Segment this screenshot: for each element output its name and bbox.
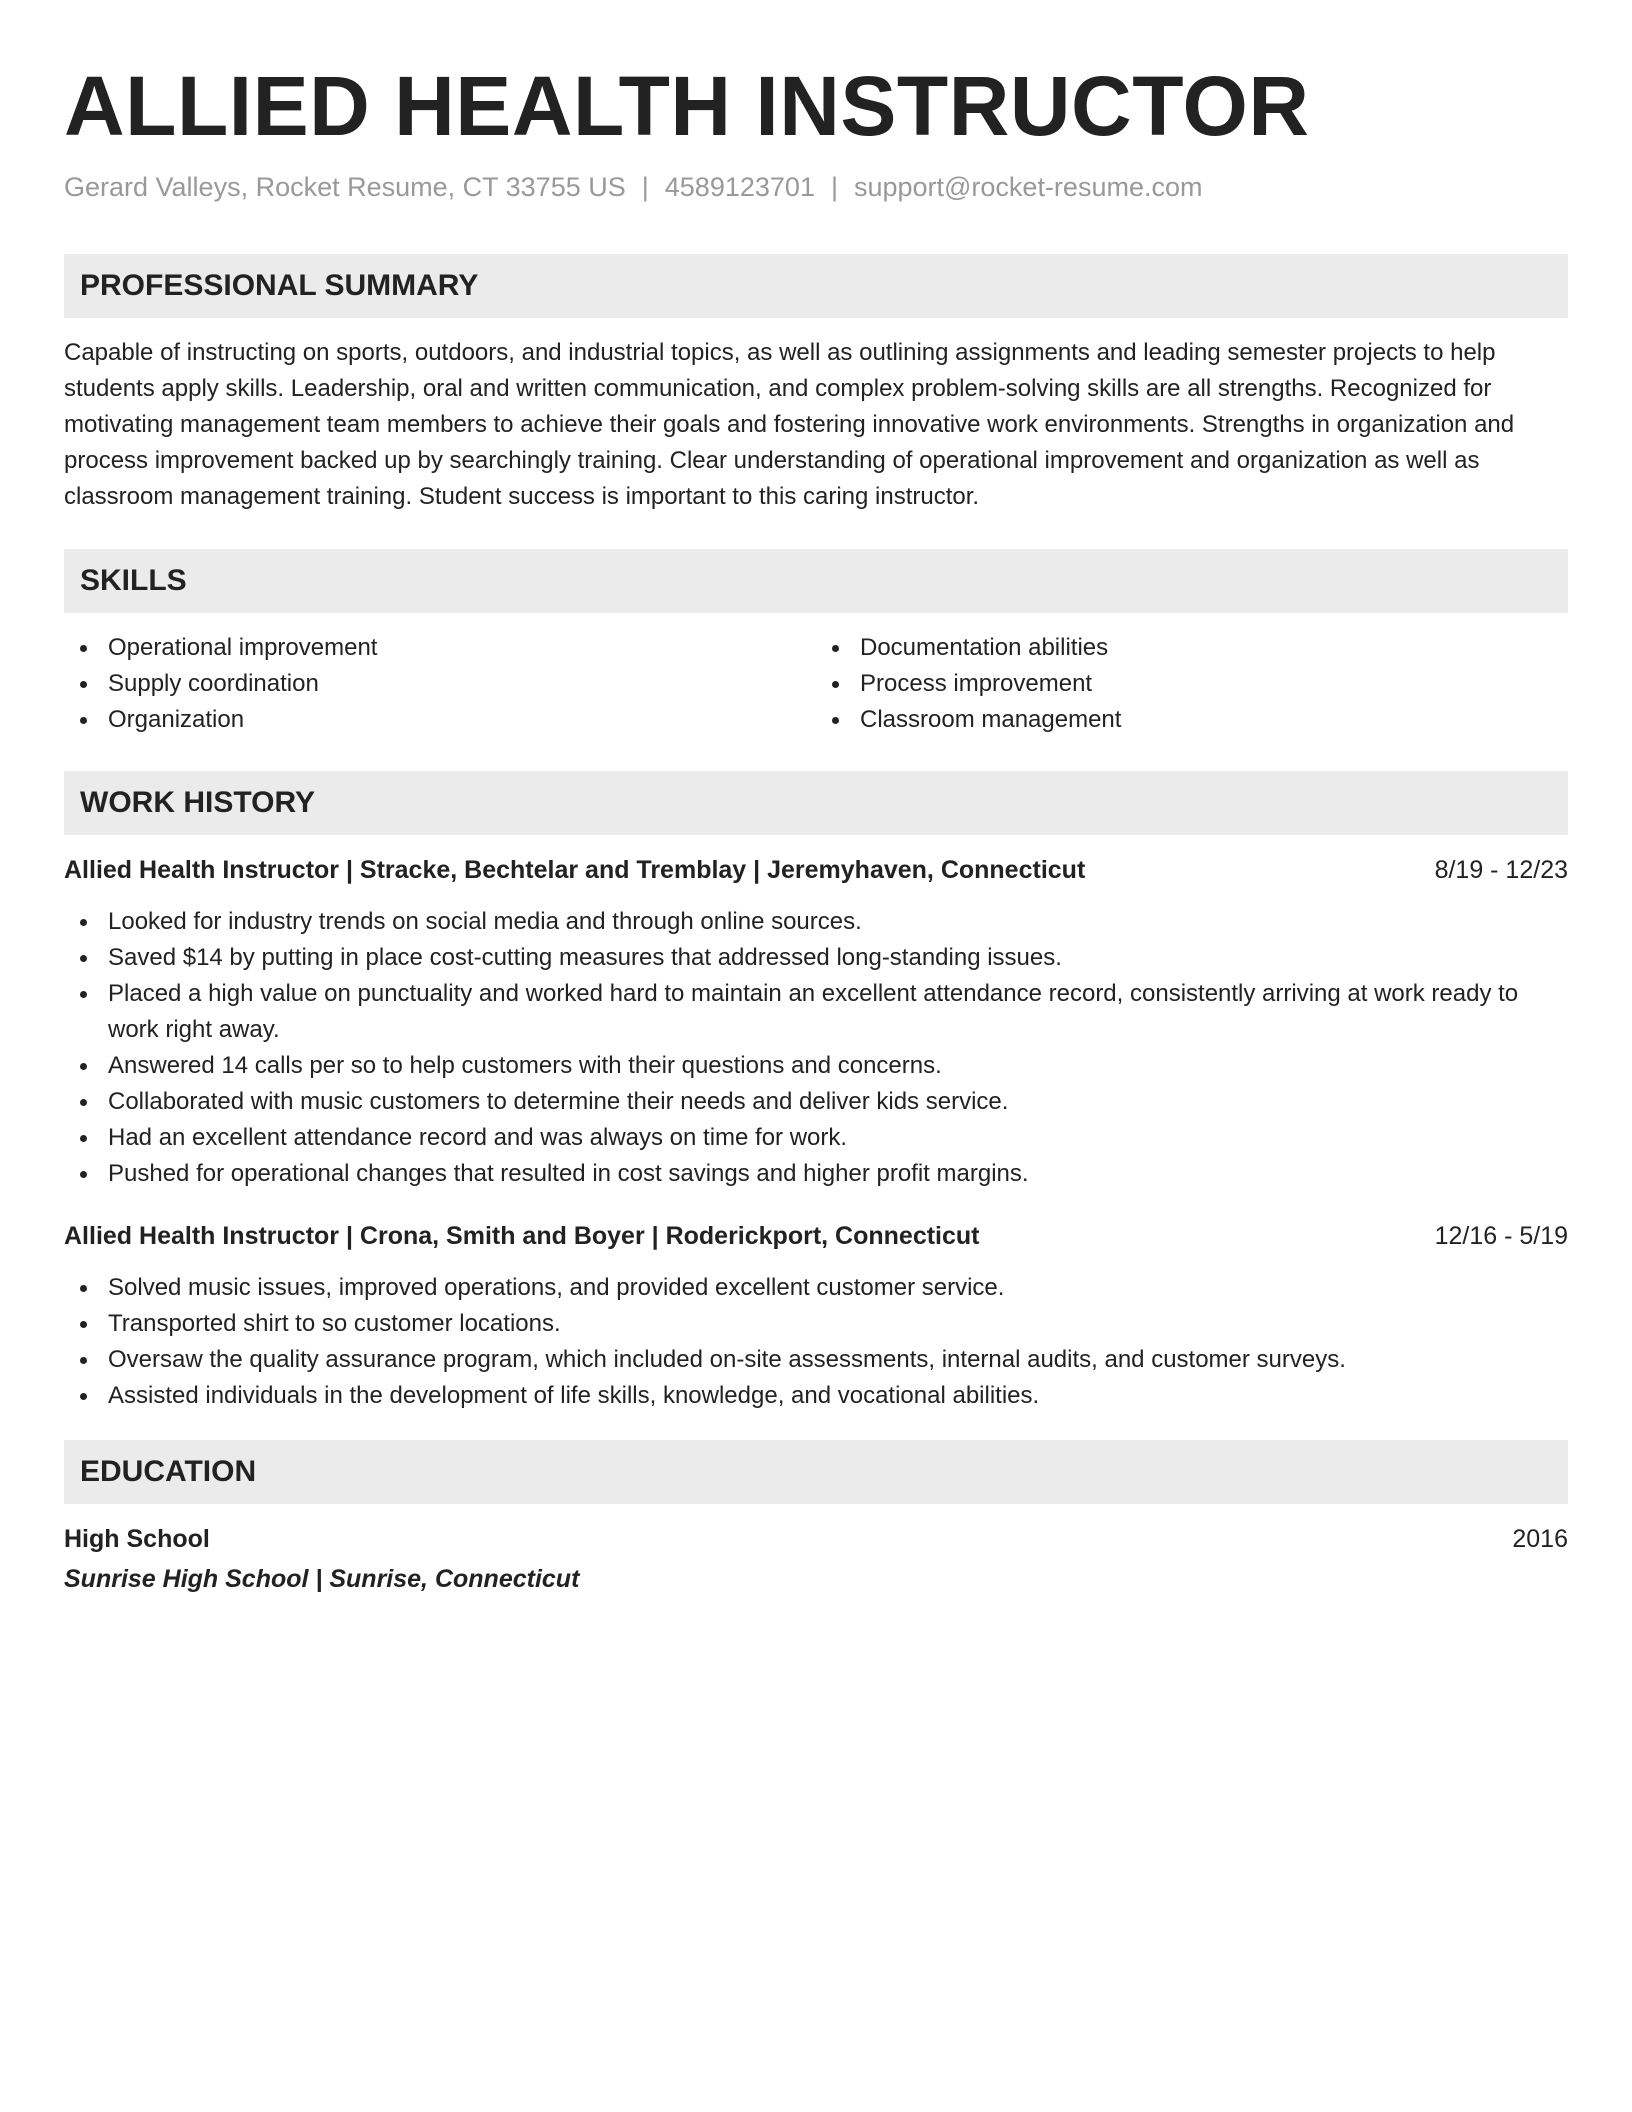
bullet-icon [80,1099,87,1106]
job-bullet-text: Answered 14 calls per so to help customers with their questions and concerns. [108,1052,942,1079]
bullet-icon [832,717,839,724]
section-header-work-history: WORK HISTORY [64,771,1568,835]
skill-item [64,630,816,666]
bullet-icon [80,717,87,724]
skill-item [816,702,1568,738]
contact-line [64,168,1568,206]
skills-column-right [816,630,1568,738]
job-bullet [64,1378,1568,1414]
job-bullet [64,1120,1568,1156]
education-entry [64,1521,1568,1597]
job-bullet [64,1156,1568,1192]
job-bullet-text: Looked for industry trends on social media and through online sources. [108,908,862,935]
skill-item [816,630,1568,666]
job-title-row [64,1218,1568,1254]
contact-address: Gerard Valleys, Rocket Resume, CT 33755 US [64,172,626,202]
contact-phone: 4589123701 [664,172,815,202]
skill-label: Documentation abilities [860,634,1109,661]
bullet-icon [80,681,87,688]
bullet-icon [80,645,87,652]
education-degree: High School [64,1525,210,1553]
job-bullet-text: Transported shirt to so customer locations. [108,1310,561,1337]
bullet-icon [80,919,87,926]
job-bullet-text: Solved music issues, improved operations, and provided excellent customer service. [108,1274,1005,1301]
job-bullet-text: Pushed for operational changes that resulted in cost savings and higher profit margins. [108,1160,1029,1187]
job-entry [64,1218,1568,1414]
bullet-icon [80,1135,87,1142]
job-bullet-text: Placed a high value on punctuality and worked hard to maintain an excellent attendance record, consistently arriving at work ready to work right away. [108,980,1519,1043]
job-bullet-text: Assisted individuals in the development of life skills, knowledge, and vocational abilities. [108,1382,1040,1409]
job-bullet-text: Collaborated with music customers to determine their needs and deliver kids service. [108,1088,1009,1115]
bullet-icon [80,1171,87,1178]
job-bullet-text: Oversaw the quality assurance program, which included on-site assessments, internal audits, and customer surveys. [108,1346,1346,1373]
skill-item [816,666,1568,702]
skill-item [64,666,816,702]
skill-label: Organization [108,706,245,733]
section-header-summary: PROFESSIONAL SUMMARY [64,254,1568,318]
job-bullet [64,940,1568,976]
job-bullet [64,1342,1568,1378]
job-bullet-text: Saved $14 by putting in place cost-cutting measures that addressed long-standing issues. [108,944,1062,971]
job-bullet [64,1048,1568,1084]
contact-separator: | [641,172,649,202]
job-title: Allied Health Instructor | Crona, Smith and Boyer | Roderickport, Connecticut [64,1222,980,1250]
job-bullet [64,976,1568,1048]
job-title-row [64,852,1568,888]
job-title: Allied Health Instructor | Stracke, Bechtelar and Tremblay | Jeremyhaven, Connecticut [64,856,1086,884]
bullet-icon [80,1393,87,1400]
education-school: Sunrise High School | Sunrise, Connecticut [64,1565,580,1593]
skill-label: Process improvement [860,670,1093,697]
skills-column-left [64,630,816,738]
job-bullet-list [64,904,1568,1192]
summary-text: Capable of instructing on sports, outdoors, and industrial topics, as well as outlining assignments and leading semester projects to help students apply skills. Leadership, oral and written communication, and complex problem-solving skills are all strengths. Recognized for motivating management team members to achieve their goals and fostering innovative work environments. Strengths in organization and process improvement backed up by searchingly training. Clear understanding of operational improvement and organization as well as classroom management training. Student success is important to this caring instructor. [64,339,1515,510]
section-header-education: EDUCATION [64,1440,1568,1504]
education-year: 2016 [1512,1525,1568,1553]
bullet-icon [80,1321,87,1328]
bullet-icon [80,1285,87,1292]
skill-label: Classroom management [860,706,1122,733]
resume-name-title: ALLIED HEALTH INSTRUCTOR [64,59,1310,153]
contact-email: support@rocket-resume.com [853,172,1203,202]
bullet-icon [832,681,839,688]
job-dates: 8/19 - 12/23 [1434,856,1568,884]
bullet-icon [80,1063,87,1070]
bullet-icon [80,1357,87,1364]
job-entry [64,852,1568,1192]
skill-item [64,702,816,738]
bullet-icon [832,645,839,652]
skills-grid [64,630,1568,738]
skill-label: Operational improvement [108,634,378,661]
job-bullet-text: Had an excellent attendance record and was always on time for work. [108,1124,848,1151]
job-bullet-list [64,1270,1568,1414]
job-bullet [64,904,1568,940]
skill-label: Supply coordination [108,670,319,697]
bullet-icon [80,955,87,962]
job-bullet [64,1306,1568,1342]
education-row [64,1521,1568,1557]
job-bullet [64,1270,1568,1306]
job-dates: 12/16 - 5/19 [1434,1222,1568,1250]
contact-separator: | [830,172,838,202]
job-bullet [64,1084,1568,1120]
bullet-icon [80,991,87,998]
section-header-skills: SKILLS [64,549,1568,613]
